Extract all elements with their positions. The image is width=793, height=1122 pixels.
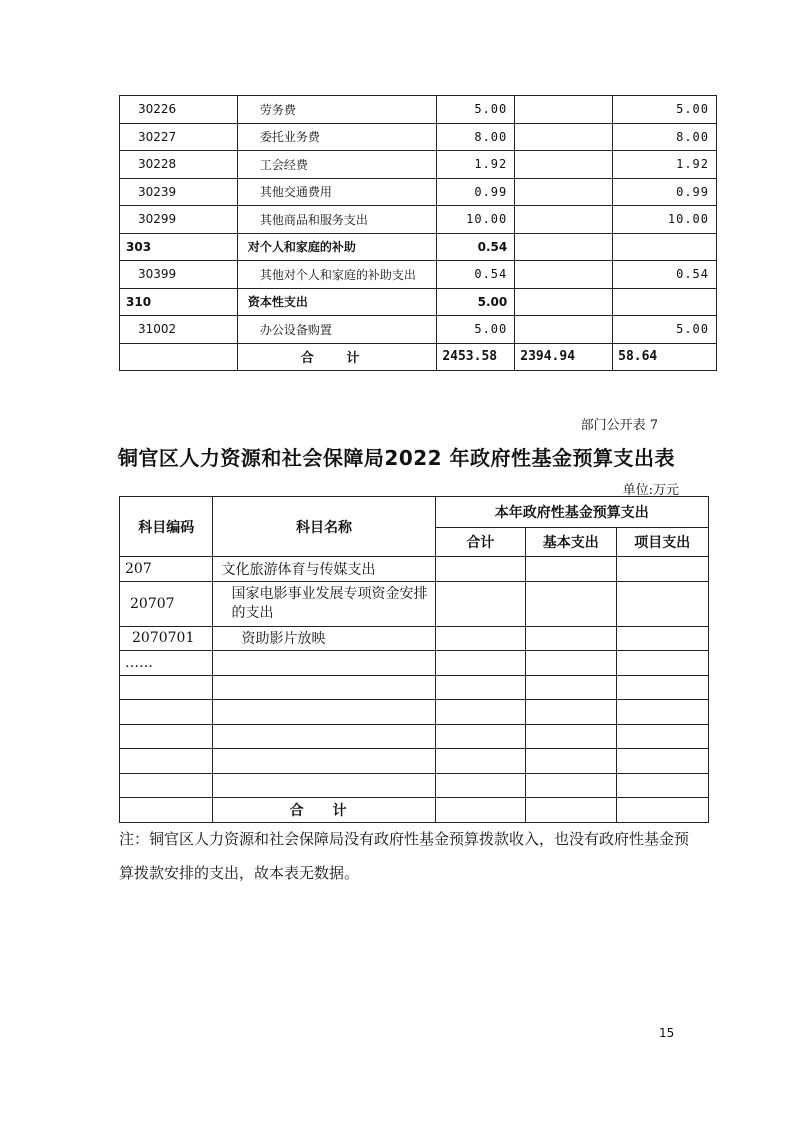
table-number: 部门公开表 7 (580, 418, 658, 433)
row-basic (515, 288, 613, 316)
header-basic: 基本支出 (526, 528, 616, 557)
row-name: 办公设备购置 (237, 316, 437, 344)
empty-cell (526, 773, 616, 798)
empty-cell (616, 651, 709, 676)
row-basic (515, 206, 613, 234)
empty-cell (616, 626, 709, 651)
total-basic: 2394.94 (515, 343, 613, 370)
empty-row (120, 724, 709, 749)
row-project: 5.00 (613, 96, 717, 124)
row-name: 其他交通费用 (237, 178, 437, 206)
empty-cell (526, 798, 616, 823)
empty-cell (616, 749, 709, 774)
empty-cell (213, 700, 435, 725)
empty-cell (435, 557, 525, 582)
empty-cell (213, 724, 435, 749)
empty-cell (213, 675, 435, 700)
empty-cell (616, 557, 709, 582)
total-sum: 2453.58 (437, 343, 515, 370)
total-label: 合 计 (213, 798, 435, 823)
empty-cell (435, 651, 525, 676)
empty-cell (616, 773, 709, 798)
empty-cell (526, 749, 616, 774)
unit-label: 单位:万元 (622, 483, 679, 498)
row-code: 30227 (120, 123, 238, 151)
empty-row (120, 675, 709, 700)
empty-cell (616, 700, 709, 725)
empty-cell (120, 749, 213, 774)
table-row (120, 123, 717, 151)
row-name: 对个人和家庭的补助 (237, 233, 437, 261)
table-row (120, 96, 717, 124)
empty-cell (213, 749, 435, 774)
row-code: 30399 (120, 261, 238, 289)
row-total: 5.00 (437, 316, 515, 344)
empty-cell (435, 675, 525, 700)
row-total: 0.54 (437, 233, 515, 261)
page-number: 15 (659, 1026, 675, 1040)
table-row-category (120, 233, 717, 261)
table-row-category (120, 288, 717, 316)
row-project: 8.00 (613, 123, 717, 151)
empty-cell (435, 626, 525, 651)
row-name: 其他对个人和家庭的补助支出 (237, 261, 437, 289)
empty-cell (526, 700, 616, 725)
row-name (213, 651, 435, 676)
empty-cell (526, 724, 616, 749)
empty-cell (120, 798, 213, 823)
row-project: 1.92 (613, 151, 717, 179)
table-row (120, 178, 717, 206)
empty-cell (120, 675, 213, 700)
header-group: 本年政府性基金预算支出 (435, 497, 708, 528)
table-row (120, 581, 709, 626)
empty-cell (526, 581, 616, 626)
empty-row (120, 749, 709, 774)
empty-cell (616, 675, 709, 700)
header-code: 科目编码 (120, 497, 213, 557)
row-name: 文化旅游体育与传媒支出 (213, 557, 435, 582)
header-project: 项目支出 (616, 528, 709, 557)
empty-cell (526, 675, 616, 700)
empty-cell (213, 773, 435, 798)
empty-row (120, 773, 709, 798)
header-name: 科目名称 (213, 497, 435, 557)
row-basic (515, 178, 613, 206)
table-row (120, 151, 717, 179)
row-basic (515, 123, 613, 151)
empty-cell (435, 581, 525, 626)
table-row (120, 557, 709, 582)
empty-cell (616, 798, 709, 823)
row-name: 工会经费 (237, 151, 437, 179)
empty-cell (435, 749, 525, 774)
row-project: 0.99 (613, 178, 717, 206)
empty-cell (616, 724, 709, 749)
row-project (613, 288, 717, 316)
empty-cell (526, 651, 616, 676)
row-basic (515, 96, 613, 124)
row-total: 5.00 (437, 96, 515, 124)
row-code: 2070701 (120, 626, 213, 651)
row-name: 劳务费 (237, 96, 437, 124)
empty-cell (120, 724, 213, 749)
empty-cell (435, 724, 525, 749)
row-code: 303 (120, 233, 238, 261)
total-empty-cell (120, 343, 238, 370)
row-name: 资本性支出 (237, 288, 437, 316)
empty-cell (526, 557, 616, 582)
row-code: …… (120, 651, 213, 676)
row-basic (515, 233, 613, 261)
empty-cell (526, 626, 616, 651)
row-total: 5.00 (437, 288, 515, 316)
row-code: 31002 (120, 316, 238, 344)
row-total: 1.92 (437, 151, 515, 179)
total-project: 58.64 (613, 343, 717, 370)
row-code: 20707 (120, 581, 213, 626)
empty-cell (435, 798, 525, 823)
page-title: 铜官区人力资源和社会保障局2022 年政府性基金预算支出表 (117, 446, 676, 470)
row-name: 国家电影事业发展专项资金安排的支出 (213, 581, 435, 626)
row-code: 30239 (120, 178, 238, 206)
row-project (613, 233, 717, 261)
row-code: 30226 (120, 96, 238, 124)
empty-cell (435, 700, 525, 725)
row-code: 30228 (120, 151, 238, 179)
header-total: 合计 (435, 528, 525, 557)
table-row (120, 261, 717, 289)
row-basic (515, 316, 613, 344)
table-row (120, 206, 717, 234)
row-total: 0.99 (437, 178, 515, 206)
footnote: 注：铜官区人力资源和社会保障局没有政府性基金预算拨款收入，也没有政府性基金预算拨款安排的支出，故本表无数据。 (119, 830, 690, 882)
table-row (120, 651, 709, 676)
empty-cell (120, 773, 213, 798)
row-code: 30299 (120, 206, 238, 234)
expenditure-table-continued (119, 95, 717, 371)
row-project: 0.54 (613, 261, 717, 289)
total-row (120, 343, 717, 370)
empty-cell (435, 773, 525, 798)
empty-cell (120, 700, 213, 725)
row-total: 0.54 (437, 261, 515, 289)
fund-budget-table (119, 496, 709, 823)
table-row (120, 626, 709, 651)
row-basic (515, 151, 613, 179)
row-name: 其他商品和服务支出 (237, 206, 437, 234)
row-name: 资助影片放映 (213, 626, 435, 651)
row-code: 207 (120, 557, 213, 582)
empty-cell (616, 581, 709, 626)
empty-row (120, 700, 709, 725)
table-row (120, 316, 717, 344)
total-label: 合 计 (237, 343, 437, 370)
row-project: 5.00 (613, 316, 717, 344)
row-total: 10.00 (437, 206, 515, 234)
row-name: 委托业务费 (237, 123, 437, 151)
total-row (120, 798, 709, 823)
row-basic (515, 261, 613, 289)
header-row (120, 497, 709, 528)
row-code: 310 (120, 288, 238, 316)
row-total: 8.00 (437, 123, 515, 151)
row-project: 10.00 (613, 206, 717, 234)
